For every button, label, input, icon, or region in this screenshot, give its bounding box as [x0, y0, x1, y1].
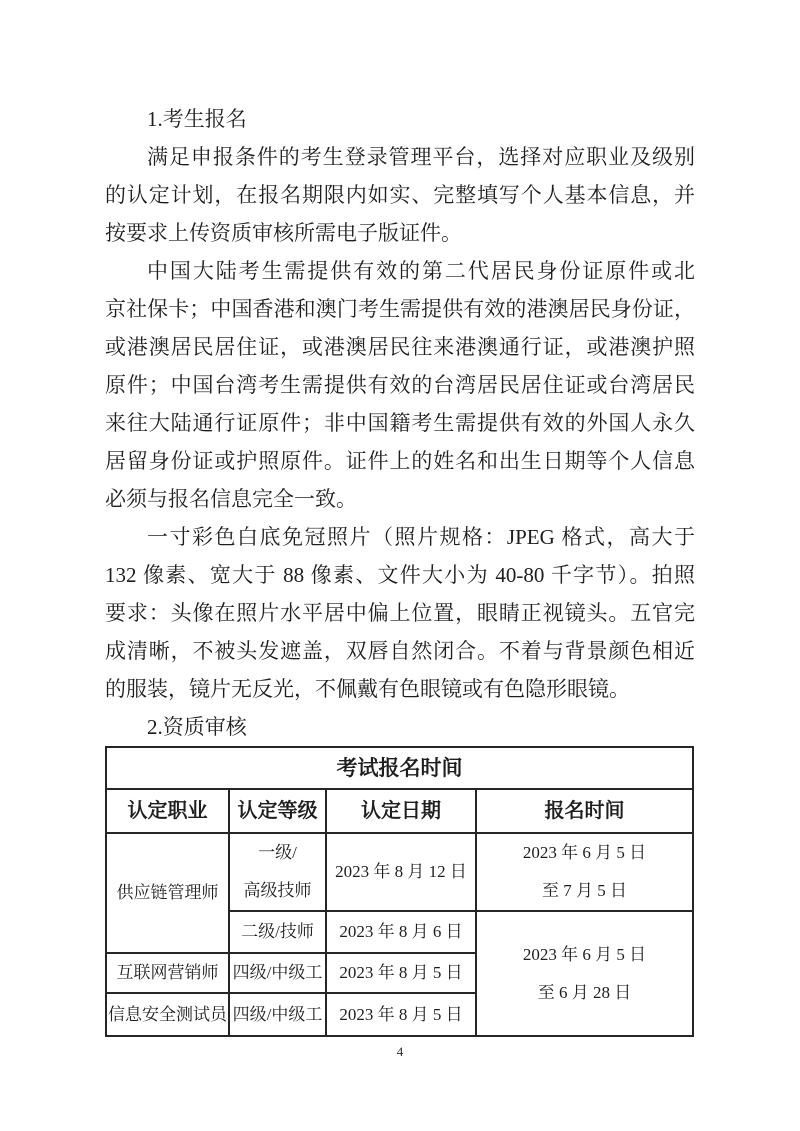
cell-level-4: 四级/中级工 — [229, 993, 326, 1036]
body-line: 必须与报名信息完全一致。 — [105, 487, 357, 511]
body-line: 来往大陆通行证原件；非中国籍考生需提供有效的外国人永久 — [105, 411, 695, 435]
table-header-date: 认定日期 — [326, 789, 476, 833]
table-title: 考试报名时间 — [106, 747, 693, 789]
cell-signup-jun5-jun28 — [476, 911, 693, 1036]
cell-date-aug5-a: 2023 年 8 月 5 日 — [326, 953, 476, 993]
body-line: 或港澳居民居住证，或港澳居民往来港澳通行证，或港澳护照 — [105, 335, 695, 359]
cell-level-2: 二级/技师 — [229, 911, 326, 953]
registration-time-table — [105, 746, 694, 1037]
body-line: 成清晰，不被头发遮盖，双唇自然闭合。不着与背景颜色相近 — [105, 639, 695, 663]
body-line: 的服装，镜片无反光，不佩戴有色眼镜或有色隐形眼镜。 — [105, 677, 630, 701]
cell-level-3: 四级/中级工 — [229, 953, 326, 993]
table-header-occupation: 认定职业 — [106, 789, 229, 833]
cell-occupation-infosec-tester: 信息安全测试员 — [106, 993, 229, 1036]
cell-occupation-supply-chain: 供应链管理师 — [106, 833, 229, 953]
cell-level-1-line2: 高级技师 — [243, 881, 312, 900]
cell-signup-2-line2: 至 6 月 28 日 — [537, 982, 632, 1002]
cell-date-aug5-b: 2023 年 8 月 5 日 — [326, 993, 476, 1036]
cell-signup-jun5-jul5 — [476, 833, 693, 911]
table-header-signup: 报名时间 — [476, 789, 693, 833]
cell-signup-1-line1: 2023 年 6 月 5 日 — [522, 843, 647, 862]
cell-occupation-internet-marketer: 互联网营销师 — [106, 953, 229, 993]
body-line: 中国大陆考生需提供有效的第二代居民身份证原件或北 — [147, 259, 695, 283]
page-number: 4 — [396, 1044, 404, 1059]
body-line: 原件；中国台湾考生需提供有效的台湾居民居住证或台湾居民 — [105, 373, 695, 397]
section-heading-1: 1.考生报名 — [147, 107, 247, 131]
body-line: 按要求上传资质审核所需电子版证件。 — [105, 221, 462, 245]
body-line: 满足申报条件的考生登录管理平台，选择对应职业及级别 — [147, 145, 695, 169]
body-line: 要求：头像在照片水平居中偏上位置，眼睛正视镜头。五官完 — [105, 601, 695, 625]
section-heading-2: 2.资质审核 — [147, 715, 247, 739]
body-line: 居留身份证或护照原件。证件上的姓名和出生日期等个人信息 — [105, 449, 695, 473]
body-line: 京社保卡；中国香港和澳门考生需提供有效的港澳居民身份证， — [105, 297, 695, 321]
cell-date-aug12: 2023 年 8 月 12 日 — [326, 833, 476, 911]
cell-signup-2-line1: 2023 年 6 月 5 日 — [522, 944, 647, 964]
cell-date-aug6: 2023 年 8 月 6 日 — [326, 911, 476, 953]
body-line: 132 像素、宽大于 88 像素、文件大小为 40-80 千字节）。拍照 — [105, 563, 695, 587]
table-header-level: 认定等级 — [229, 789, 326, 833]
cell-level-1-line1: 一级/ — [258, 843, 297, 862]
document-body — [105, 100, 695, 746]
cell-level-1 — [229, 833, 326, 911]
body-line: 一寸彩色白底免冠照片（照片规格：JPEG 格式，高大于 — [147, 525, 695, 549]
body-line: 的认定计划，在报名期限内如实、完整填写个人基本信息，并 — [105, 183, 695, 207]
cell-signup-1-line2: 至 7 月 5 日 — [542, 881, 627, 900]
